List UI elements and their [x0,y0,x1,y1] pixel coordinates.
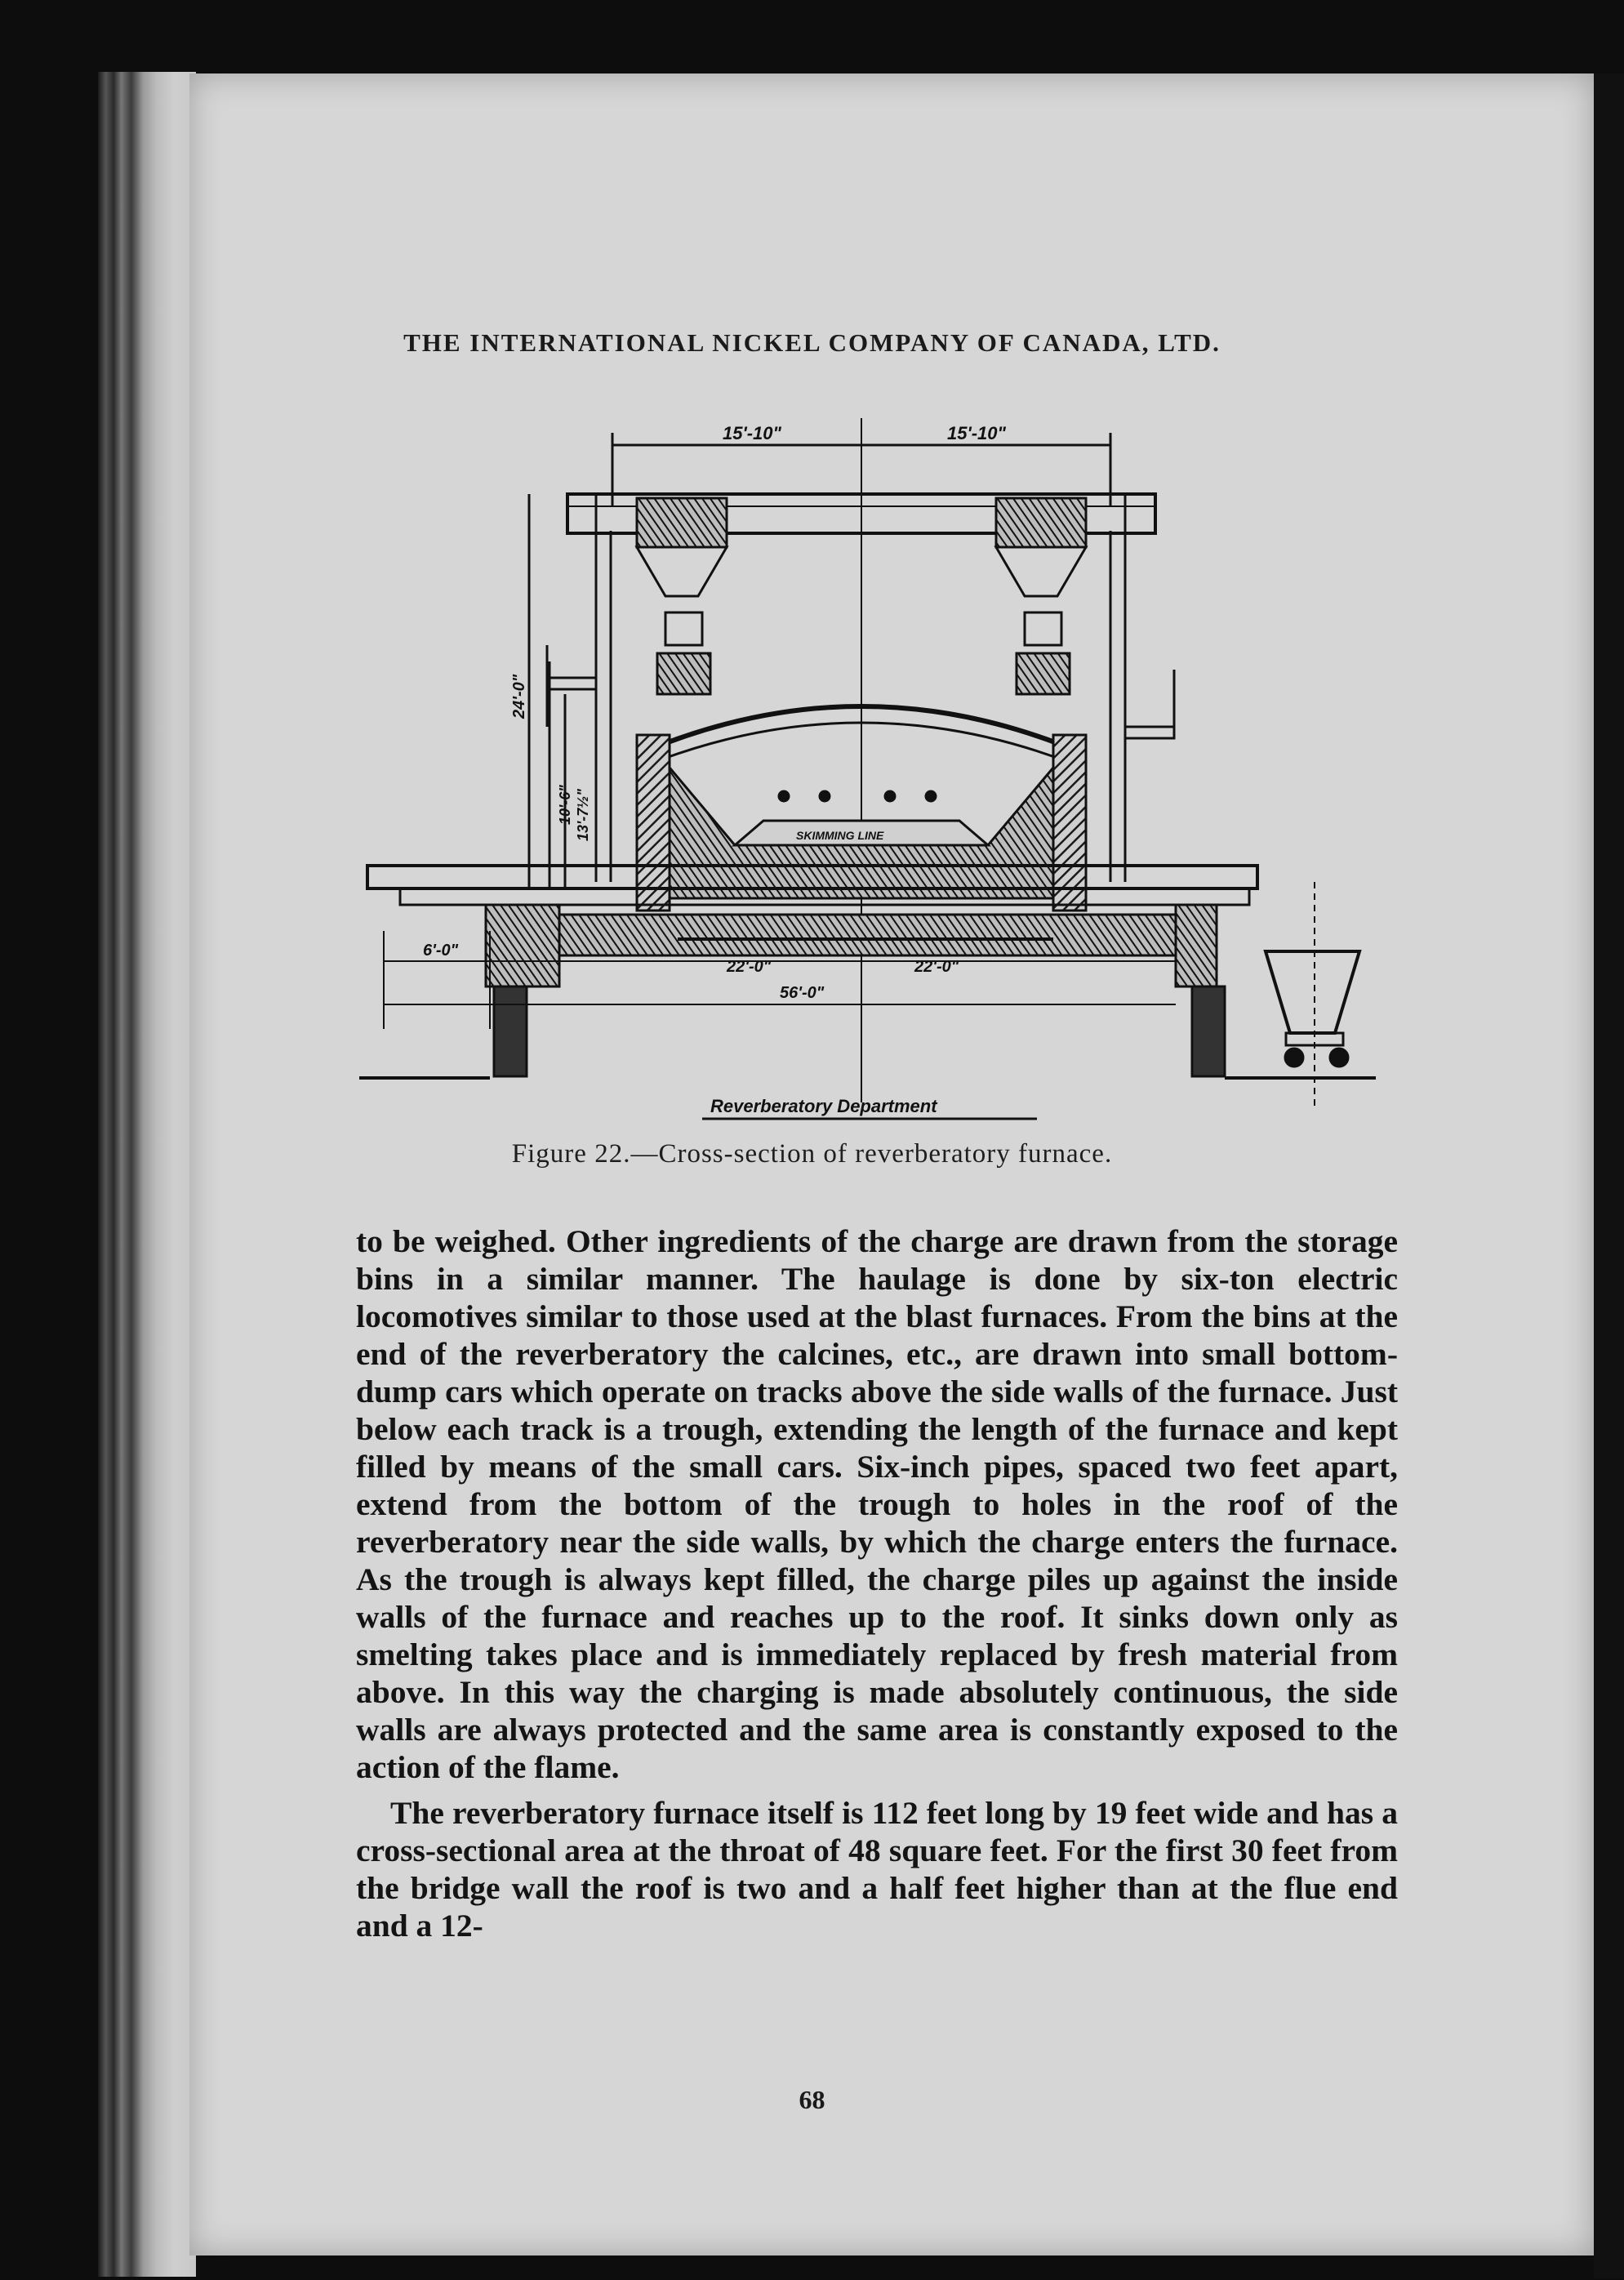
dim-span-right: 15'-10" [947,423,1006,443]
dim-height-total: 24'-0" [510,674,528,719]
body-text [356,1222,1398,1944]
running-head: THE INTERNATIONAL NICKEL COMPANY OF CANADA, LTD. [403,328,1221,357]
page-edge-shadow [1594,73,1624,2278]
dim-span-left: 15'-10" [723,423,781,443]
department-label: Reverberatory Department [710,1096,937,1116]
dim-center-right: 22'-0" [914,958,959,976]
paragraph-1: to be weighed. Other ingredients of the charge are drawn from the storage bins in a similar manner. The haulage is done by six-ton electric locomotives similar to those used at the blast furnaces. From the bins at the end of the reverberatory the calcines, etc., are drawn into small bottom-dump cars which operate on tracks above the side walls of the furnace. Just below each track is a trough, extending the length of the furnace and kept filled by means of the small cars. Six-inch pipes, spaced two feet apart, extend from the bottom of the trough to holes in the roof of the reverberatory near the side walls, by which the charge enters the furnace. As the trough is always kept filled, the charge piles up against the inside walls of the furnace and reaches up to the roof. It sinks down only as smelting takes place and is immediately replaced by fresh material from above. In this way the charging is made absolutely continuous, the side walls are always protected and the same area is constantly exposed to the action of the flame. [356,1223,1398,1785]
furnace-cross-section-figure [351,408,1396,1143]
skimming-line-label: SKIMMING LINE [796,829,884,842]
dim-height-a: 10'-6" [557,785,573,825]
paragraph-2: The reverberatory furnace itself is 112 feet long by 19 feet wide and has a cross-sectional area at the throat of 48 square feet. For the first 30 feet from the bridge wall the roof is two and a half feet higher than at the flue end and a 12- [356,1795,1398,1944]
dim-center-left: 22'-0" [727,958,772,976]
figure-caption: Figure 22.—Cross-section of reverberatory furnace. [511,1139,1113,1169]
dim-height-b: 13'-7½" [575,789,591,841]
page-number: 68 [799,2085,825,2114]
book-binding [98,72,196,2277]
dim-total: 56'-0" [780,984,825,1002]
dim-left: 6'-0" [423,942,459,960]
